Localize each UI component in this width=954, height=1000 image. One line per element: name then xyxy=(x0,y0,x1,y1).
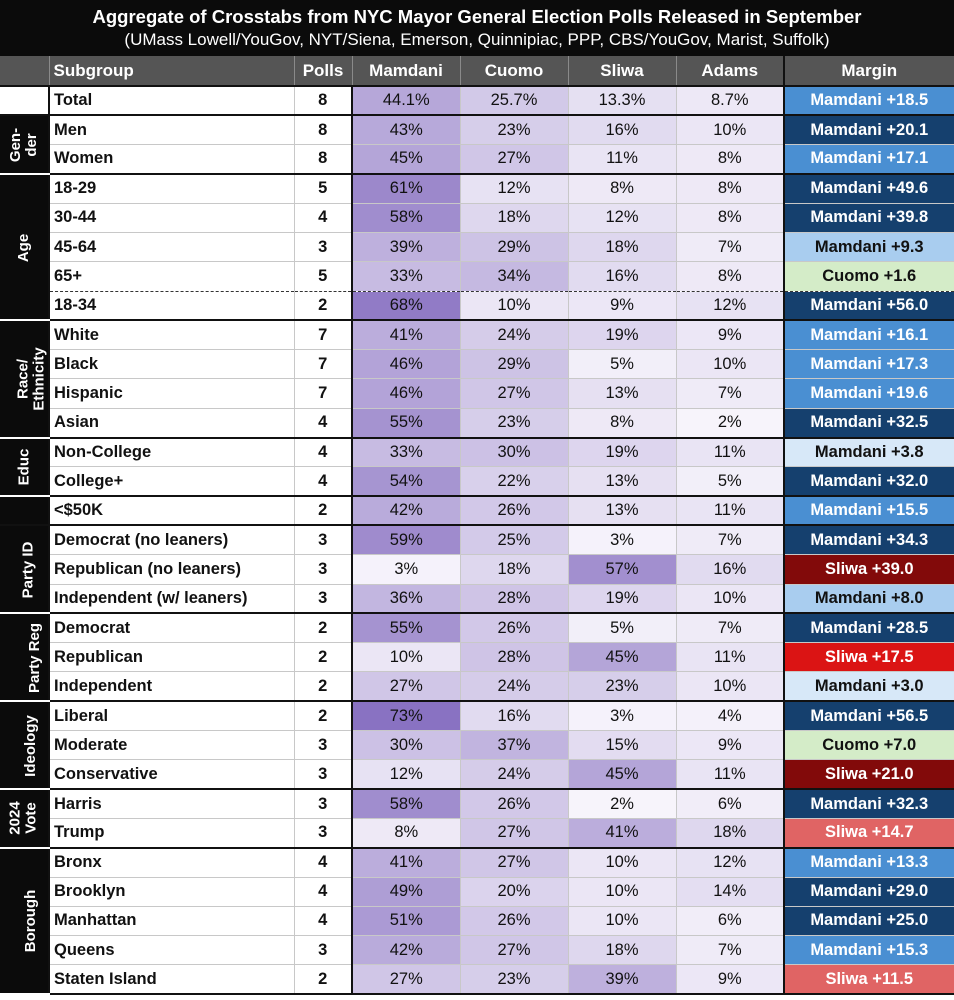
table-row xyxy=(0,320,954,349)
table-row xyxy=(0,672,954,701)
cuomo-cell: 30% xyxy=(460,438,568,467)
cuomo-cell: 24% xyxy=(460,320,568,349)
subgroup-cell: <$50K xyxy=(49,496,294,525)
group-label-blank xyxy=(0,86,49,115)
margin-cell: Mamdani +32.3 xyxy=(784,789,954,818)
group-label-text: Borough xyxy=(22,890,40,953)
cuomo-cell: 12% xyxy=(460,174,568,203)
sliwa-cell: 19% xyxy=(568,320,676,349)
polls-cell: 8 xyxy=(294,115,352,144)
adams-cell: 7% xyxy=(676,613,784,642)
table-row xyxy=(0,438,954,467)
adams-cell: 11% xyxy=(676,438,784,467)
adams-cell: 4% xyxy=(676,701,784,730)
table-row xyxy=(0,496,954,525)
adams-cell: 7% xyxy=(676,379,784,408)
mamdani-cell: 36% xyxy=(352,584,460,613)
sliwa-cell: 16% xyxy=(568,262,676,291)
polls-cell: 7 xyxy=(294,320,352,349)
table-header xyxy=(0,56,954,86)
polls-cell: 3 xyxy=(294,936,352,965)
subgroup-cell: Manhattan xyxy=(49,906,294,935)
group-label xyxy=(0,320,49,437)
margin-cell: Mamdani +13.3 xyxy=(784,848,954,877)
group-label xyxy=(0,525,49,613)
cuomo-cell: 28% xyxy=(460,584,568,613)
mamdani-cell: 46% xyxy=(352,379,460,408)
mamdani-cell: 73% xyxy=(352,701,460,730)
subgroup-cell: Queens xyxy=(49,936,294,965)
adams-cell: 10% xyxy=(676,672,784,701)
polls-cell: 2 xyxy=(294,643,352,672)
sliwa-cell: 15% xyxy=(568,731,676,760)
subgroup-cell: Staten Island xyxy=(49,965,294,994)
cuomo-cell: 27% xyxy=(460,379,568,408)
header-group-blank xyxy=(0,56,49,86)
header-margin: Margin xyxy=(784,56,954,86)
subgroup-cell: Bronx xyxy=(49,848,294,877)
header-adams: Adams xyxy=(676,56,784,86)
cuomo-cell: 27% xyxy=(460,145,568,174)
sliwa-cell: 57% xyxy=(568,555,676,584)
subgroup-cell: Democrat xyxy=(49,613,294,642)
polls-cell: 4 xyxy=(294,408,352,437)
margin-cell: Sliwa +14.7 xyxy=(784,818,954,847)
table-row xyxy=(0,789,954,818)
sliwa-cell: 45% xyxy=(568,760,676,789)
margin-cell: Mamdani +17.1 xyxy=(784,145,954,174)
polls-cell: 2 xyxy=(294,291,352,320)
sliwa-cell: 10% xyxy=(568,906,676,935)
cuomo-cell: 29% xyxy=(460,232,568,261)
sliwa-cell: 8% xyxy=(568,408,676,437)
adams-cell: 5% xyxy=(676,467,784,496)
cuomo-cell: 27% xyxy=(460,848,568,877)
subgroup-cell: Non-College xyxy=(49,438,294,467)
cuomo-cell: 26% xyxy=(460,496,568,525)
header-polls: Polls xyxy=(294,56,352,86)
cuomo-cell: 25% xyxy=(460,525,568,554)
mamdani-cell: 45% xyxy=(352,145,460,174)
sliwa-cell: 23% xyxy=(568,672,676,701)
margin-cell: Mamdani +3.0 xyxy=(784,672,954,701)
margin-cell: Cuomo +7.0 xyxy=(784,731,954,760)
subgroup-cell: Brooklyn xyxy=(49,877,294,906)
sliwa-cell: 18% xyxy=(568,936,676,965)
table-row xyxy=(0,174,954,203)
subgroup-cell: Democrat (no leaners) xyxy=(49,525,294,554)
table-body xyxy=(0,86,954,994)
group-label-text: Gen- der xyxy=(6,127,40,162)
subgroup-cell: Black xyxy=(49,350,294,379)
subgroup-cell: Total xyxy=(49,86,294,115)
group-label xyxy=(0,174,49,320)
margin-cell: Mamdani +15.3 xyxy=(784,936,954,965)
mamdani-cell: 55% xyxy=(352,613,460,642)
subgroup-cell: College+ xyxy=(49,467,294,496)
sliwa-cell: 8% xyxy=(568,174,676,203)
margin-cell: Mamdani +3.8 xyxy=(784,438,954,467)
margin-cell: Mamdani +32.5 xyxy=(784,408,954,437)
subgroup-cell: Conservative xyxy=(49,760,294,789)
cuomo-cell: 37% xyxy=(460,731,568,760)
margin-cell: Sliwa +21.0 xyxy=(784,760,954,789)
polls-cell: 4 xyxy=(294,848,352,877)
subgroup-cell: Republican xyxy=(49,643,294,672)
margin-cell: Mamdani +49.6 xyxy=(784,174,954,203)
group-label-text: 2024 Vote xyxy=(7,801,40,836)
margin-cell: Mamdani +56.0 xyxy=(784,291,954,320)
margin-cell: Mamdani +29.0 xyxy=(784,877,954,906)
cuomo-cell: 24% xyxy=(460,760,568,789)
adams-cell: 6% xyxy=(676,906,784,935)
group-label xyxy=(0,115,49,174)
margin-cell: Mamdani +25.0 xyxy=(784,906,954,935)
cuomo-cell: 24% xyxy=(460,672,568,701)
adams-cell: 16% xyxy=(676,555,784,584)
table-row xyxy=(0,115,954,144)
polls-cell: 4 xyxy=(294,203,352,232)
table-row xyxy=(0,877,954,906)
mamdani-cell: 55% xyxy=(352,408,460,437)
margin-cell: Mamdani +17.3 xyxy=(784,350,954,379)
mamdani-cell: 54% xyxy=(352,467,460,496)
polls-cell: 3 xyxy=(294,232,352,261)
adams-cell: 12% xyxy=(676,848,784,877)
sliwa-cell: 13.3% xyxy=(568,86,676,115)
table-row xyxy=(0,643,954,672)
mamdani-cell: 68% xyxy=(352,291,460,320)
sliwa-cell: 5% xyxy=(568,350,676,379)
header-subgroup: Subgroup xyxy=(49,56,294,86)
polls-cell: 2 xyxy=(294,496,352,525)
polls-cell: 3 xyxy=(294,731,352,760)
cuomo-cell: 25.7% xyxy=(460,86,568,115)
table-row xyxy=(0,86,954,115)
table-row xyxy=(0,408,954,437)
polls-cell: 7 xyxy=(294,350,352,379)
subgroup-cell: 65+ xyxy=(49,262,294,291)
margin-cell: Mamdani +16.1 xyxy=(784,320,954,349)
mamdani-cell: 8% xyxy=(352,818,460,847)
margin-cell: Sliwa +39.0 xyxy=(784,555,954,584)
polls-cell: 2 xyxy=(294,613,352,642)
mamdani-cell: 27% xyxy=(352,672,460,701)
mamdani-cell: 27% xyxy=(352,965,460,994)
group-label xyxy=(0,701,49,789)
sliwa-cell: 45% xyxy=(568,643,676,672)
table-row xyxy=(0,145,954,174)
margin-cell: Sliwa +11.5 xyxy=(784,965,954,994)
group-label xyxy=(0,848,49,994)
sliwa-cell: 13% xyxy=(568,379,676,408)
adams-cell: 9% xyxy=(676,965,784,994)
cuomo-cell: 16% xyxy=(460,701,568,730)
polls-cell: 4 xyxy=(294,467,352,496)
mamdani-cell: 10% xyxy=(352,643,460,672)
table-row xyxy=(0,848,954,877)
sliwa-cell: 18% xyxy=(568,232,676,261)
mamdani-cell: 46% xyxy=(352,350,460,379)
cuomo-cell: 10% xyxy=(460,291,568,320)
margin-cell: Mamdani +56.5 xyxy=(784,701,954,730)
margin-cell: Mamdani +15.5 xyxy=(784,496,954,525)
cuomo-cell: 20% xyxy=(460,877,568,906)
subgroup-cell: Asian xyxy=(49,408,294,437)
subgroup-cell: 18-29 xyxy=(49,174,294,203)
subgroup-cell: Men xyxy=(49,115,294,144)
mamdani-cell: 58% xyxy=(352,203,460,232)
group-label-text: Age xyxy=(15,233,32,262)
cuomo-cell: 23% xyxy=(460,408,568,437)
margin-cell: Mamdani +28.5 xyxy=(784,613,954,642)
adams-cell: 18% xyxy=(676,818,784,847)
mamdani-cell: 39% xyxy=(352,232,460,261)
cuomo-cell: 29% xyxy=(460,350,568,379)
cuomo-cell: 34% xyxy=(460,262,568,291)
crosstab-table-wrap xyxy=(0,56,954,1000)
sliwa-cell: 3% xyxy=(568,525,676,554)
group-label-text: Educ xyxy=(15,449,32,486)
sliwa-cell: 9% xyxy=(568,291,676,320)
cuomo-cell: 23% xyxy=(460,115,568,144)
table-row xyxy=(0,467,954,496)
mamdani-cell: 43% xyxy=(352,115,460,144)
adams-cell: 7% xyxy=(676,232,784,261)
subgroup-cell: Moderate xyxy=(49,731,294,760)
polls-cell: 3 xyxy=(294,789,352,818)
group-label-text: Party ID xyxy=(19,541,37,599)
margin-cell: Mamdani +9.3 xyxy=(784,232,954,261)
margin-cell: Mamdani +20.1 xyxy=(784,115,954,144)
mamdani-cell: 51% xyxy=(352,906,460,935)
polls-cell: 3 xyxy=(294,818,352,847)
mamdani-cell: 33% xyxy=(352,262,460,291)
sliwa-cell: 5% xyxy=(568,613,676,642)
adams-cell: 8% xyxy=(676,174,784,203)
group-label xyxy=(0,789,49,848)
subgroup-cell: 18-34 xyxy=(49,291,294,320)
cuomo-cell: 28% xyxy=(460,643,568,672)
adams-cell: 10% xyxy=(676,115,784,144)
adams-cell: 8% xyxy=(676,145,784,174)
adams-cell: 14% xyxy=(676,877,784,906)
mamdani-cell: 41% xyxy=(352,320,460,349)
margin-cell: Mamdani +8.0 xyxy=(784,584,954,613)
table-row xyxy=(0,701,954,730)
table-row xyxy=(0,379,954,408)
group-label-text: Ideology xyxy=(21,714,39,777)
margin-cell: Mamdani +34.3 xyxy=(784,525,954,554)
mamdani-cell: 59% xyxy=(352,525,460,554)
cuomo-cell: 26% xyxy=(460,613,568,642)
group-label-text: Race/ Ethnicity xyxy=(14,347,48,411)
sliwa-cell: 19% xyxy=(568,584,676,613)
table-row xyxy=(0,965,954,994)
table-row xyxy=(0,731,954,760)
polls-cell: 5 xyxy=(294,262,352,291)
group-label-blank xyxy=(0,496,49,525)
subgroup-cell: 45-64 xyxy=(49,232,294,261)
polls-cell: 8 xyxy=(294,86,352,115)
margin-cell: Mamdani +39.8 xyxy=(784,203,954,232)
cuomo-cell: 27% xyxy=(460,936,568,965)
adams-cell: 8% xyxy=(676,203,784,232)
table-row xyxy=(0,350,954,379)
sliwa-cell: 2% xyxy=(568,789,676,818)
margin-cell: Cuomo +1.6 xyxy=(784,262,954,291)
cuomo-cell: 18% xyxy=(460,203,568,232)
sliwa-cell: 19% xyxy=(568,438,676,467)
cuomo-cell: 26% xyxy=(460,789,568,818)
mamdani-cell: 12% xyxy=(352,760,460,789)
adams-cell: 9% xyxy=(676,731,784,760)
mamdani-cell: 42% xyxy=(352,936,460,965)
table-row xyxy=(0,584,954,613)
mamdani-cell: 61% xyxy=(352,174,460,203)
table-row xyxy=(0,291,954,320)
subgroup-cell: Liberal xyxy=(49,701,294,730)
subgroup-cell: White xyxy=(49,320,294,349)
header-cuomo: Cuomo xyxy=(460,56,568,86)
chart-title-block xyxy=(0,0,954,56)
header-sliwa: Sliwa xyxy=(568,56,676,86)
chart-title: Aggregate of Crosstabs from NYC Mayor General Election Polls Released in September xyxy=(92,6,862,27)
subgroup-cell: Hispanic xyxy=(49,379,294,408)
polls-cell: 7 xyxy=(294,379,352,408)
subgroup-cell: Independent xyxy=(49,672,294,701)
subgroup-cell: Harris xyxy=(49,789,294,818)
sliwa-cell: 3% xyxy=(568,701,676,730)
adams-cell: 7% xyxy=(676,936,784,965)
subgroup-cell: Republican (no leaners) xyxy=(49,555,294,584)
polls-cell: 3 xyxy=(294,760,352,789)
polls-cell: 3 xyxy=(294,525,352,554)
polls-cell: 8 xyxy=(294,145,352,174)
adams-cell: 6% xyxy=(676,789,784,818)
margin-cell: Sliwa +17.5 xyxy=(784,643,954,672)
crosstab-table xyxy=(0,56,954,995)
cuomo-cell: 23% xyxy=(460,965,568,994)
sliwa-cell: 13% xyxy=(568,467,676,496)
sliwa-cell: 16% xyxy=(568,115,676,144)
sliwa-cell: 11% xyxy=(568,145,676,174)
polls-cell: 3 xyxy=(294,584,352,613)
subgroup-cell: 30-44 xyxy=(49,203,294,232)
table-row xyxy=(0,906,954,935)
sliwa-cell: 10% xyxy=(568,848,676,877)
mamdani-cell: 44.1% xyxy=(352,86,460,115)
polls-cell: 4 xyxy=(294,438,352,467)
polls-cell: 2 xyxy=(294,701,352,730)
mamdani-cell: 33% xyxy=(352,438,460,467)
adams-cell: 11% xyxy=(676,643,784,672)
chart-subtitle: (UMass Lowell/YouGov, NYT/Siena, Emerson, Quinnipiac, PPP, CBS/YouGov, Marist, Suffolk) xyxy=(124,30,830,49)
adams-cell: 8.7% xyxy=(676,86,784,115)
mamdani-cell: 41% xyxy=(352,848,460,877)
mamdani-cell: 49% xyxy=(352,877,460,906)
polls-cell: 5 xyxy=(294,174,352,203)
sliwa-cell: 13% xyxy=(568,496,676,525)
polls-cell: 4 xyxy=(294,906,352,935)
group-label-text: Party Reg xyxy=(26,622,44,693)
adams-cell: 10% xyxy=(676,350,784,379)
mamdani-cell: 58% xyxy=(352,789,460,818)
table-row xyxy=(0,613,954,642)
table-row xyxy=(0,232,954,261)
adams-cell: 10% xyxy=(676,584,784,613)
header-mamdani: Mamdani xyxy=(352,56,460,86)
polls-cell: 2 xyxy=(294,672,352,701)
mamdani-cell: 42% xyxy=(352,496,460,525)
table-row xyxy=(0,760,954,789)
adams-cell: 11% xyxy=(676,496,784,525)
table-row xyxy=(0,262,954,291)
adams-cell: 12% xyxy=(676,291,784,320)
sliwa-cell: 39% xyxy=(568,965,676,994)
polls-cell: 4 xyxy=(294,877,352,906)
subgroup-cell: Trump xyxy=(49,818,294,847)
cuomo-cell: 26% xyxy=(460,906,568,935)
polls-cell: 2 xyxy=(294,965,352,994)
mamdani-cell: 3% xyxy=(352,555,460,584)
subgroup-cell: Women xyxy=(49,145,294,174)
table-row xyxy=(0,555,954,584)
adams-cell: 2% xyxy=(676,408,784,437)
group-label xyxy=(0,613,49,701)
group-label xyxy=(0,438,49,497)
table-row xyxy=(0,203,954,232)
adams-cell: 7% xyxy=(676,525,784,554)
sliwa-cell: 12% xyxy=(568,203,676,232)
subgroup-cell: Independent (w/ leaners) xyxy=(49,584,294,613)
adams-cell: 9% xyxy=(676,320,784,349)
table-row xyxy=(0,936,954,965)
adams-cell: 8% xyxy=(676,262,784,291)
margin-cell: Mamdani +19.6 xyxy=(784,379,954,408)
mamdani-cell: 30% xyxy=(352,731,460,760)
cuomo-cell: 22% xyxy=(460,467,568,496)
polls-cell: 3 xyxy=(294,555,352,584)
table-row xyxy=(0,818,954,847)
margin-cell: Mamdani +32.0 xyxy=(784,467,954,496)
cuomo-cell: 27% xyxy=(460,818,568,847)
sliwa-cell: 41% xyxy=(568,818,676,847)
adams-cell: 11% xyxy=(676,760,784,789)
cuomo-cell: 18% xyxy=(460,555,568,584)
margin-cell: Mamdani +18.5 xyxy=(784,86,954,115)
table-row xyxy=(0,525,954,554)
sliwa-cell: 10% xyxy=(568,877,676,906)
